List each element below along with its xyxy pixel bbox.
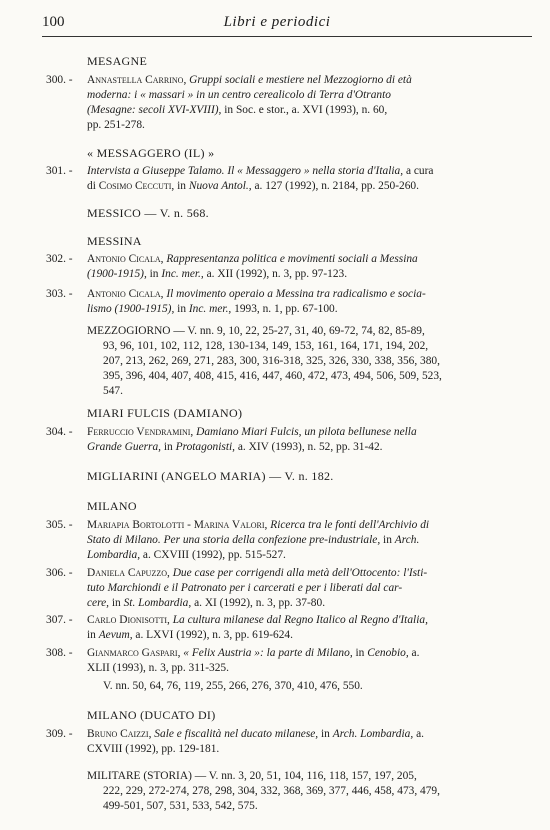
entry-source: CXVIII (1992), pp. 129-181.: [87, 743, 220, 755]
entry-title-cont: Stato di Milano. Per una storia della confezione pre-industriale,: [87, 534, 381, 546]
entry-title-cont: Grande Guerra,: [87, 441, 162, 453]
running-title: Libri e periodici: [223, 14, 331, 30]
entry-title-cont: lismo (1900-1915),: [87, 303, 175, 315]
crossref-line: MILITARE (STORIA) — V. nn. 3, 20, 51, 104, 116, 118, 157, 197, 205,: [87, 770, 417, 782]
entry-journal: Inc. mer.,: [188, 303, 232, 315]
entry-title-cont: cere,: [87, 597, 110, 609]
entry-title-cont: tuto Marchiondi e il Patronato per i carcerati e per i liberati dal car-: [87, 582, 403, 594]
section-heading-mesagne: MESAGNE: [87, 54, 148, 68]
entry-source: XLII (1993), n. 3, pp. 311-325.: [87, 662, 229, 674]
entry-author: Daniela Capuzzo,: [87, 567, 170, 579]
crossref-line: MEZZOGIORNO — V. nn. 9, 10, 22, 25-27, 31, 40, 69-72, 74, 82, 85-89,: [87, 325, 425, 337]
entry-journal: Protagonisti,: [175, 441, 235, 453]
entry-text: a.: [408, 647, 420, 659]
entry-author: Gianmarco Gaspari,: [87, 647, 181, 659]
entry-title: Rappresentanza politica e movimenti sociali a Messina: [166, 253, 418, 265]
entry-number: 306. -: [46, 567, 73, 579]
page-header: [42, 14, 532, 36]
crossref-line: 395, 396, 404, 407, 408, 415, 416, 447, 460, 472, 473, 494, 506, 509, 523,: [103, 370, 442, 382]
entry-number: 304. -: [46, 426, 73, 438]
entry-title: Sale e fiscalità nel ducato milanese,: [154, 728, 319, 740]
section-heading-milano-ducato: MILANO (DUCATO DI): [87, 708, 216, 722]
entry-text: in: [161, 441, 176, 453]
entry-source: a. 127 (1992), n. 2184, pp. 250-260.: [251, 180, 419, 192]
entry-text: in: [174, 180, 189, 192]
entry-number: 302. -: [46, 253, 73, 265]
entry-source: in Soc. e stor., a. XVI (1993), n. 60,: [221, 104, 388, 116]
entry-journal: Nuova Antol.,: [188, 180, 252, 192]
entry-source: a. XI (1992), n. 3, pp. 37-80.: [191, 597, 326, 609]
entry-title: « Felix Austria »: la parte di Milano,: [183, 647, 353, 659]
crossref-line: 222, 229, 272-274, 278, 298, 304, 332, 368, 369, 377, 446, 458, 473, 479,: [103, 785, 440, 797]
entry-journal: Aevum,: [98, 629, 133, 641]
entry-title-cont: (1900-1915),: [87, 268, 147, 280]
entry-number: 308. -: [46, 647, 73, 659]
header-rule: [42, 36, 532, 37]
entry-text: in: [146, 268, 162, 280]
entry-source: a. LXVI (1992), n. 3, pp. 619-624.: [132, 629, 293, 641]
entry-author: Annastella Carrino,: [87, 74, 187, 86]
entry-number: 305. -: [46, 519, 73, 531]
entry-text: in: [318, 728, 333, 740]
entry-journal: Arch.: [394, 534, 420, 546]
entry-journal: St. Lombardia,: [123, 597, 192, 609]
entry-text: in: [380, 534, 395, 546]
entry-text: a cura: [403, 165, 434, 177]
crossref-line: 499-501, 507, 531, 533, 542, 575.: [103, 800, 258, 812]
entry-source: 1993, n. 1, pp. 67-100.: [231, 303, 338, 315]
entry-title: Due case per corrigendi alla metà dell'Ottocento: l'Isti-: [172, 567, 428, 579]
entry-text: in: [352, 647, 368, 659]
entry-number: 309. -: [46, 728, 73, 740]
entry-title: La cultura milanese dal Regno Italico al Regno d'Italia,: [172, 614, 428, 626]
entry-text: in: [174, 303, 189, 315]
section-heading-messico: MESSICO — V. n. 568.: [87, 206, 209, 220]
section-heading-messaggero: « MESSAGGERO (IL) »: [87, 146, 215, 160]
section-heading-milano: MILANO: [87, 499, 137, 513]
entry-journal: Arch. Lombardia,: [332, 728, 414, 740]
entry-source: a. XIV (1993), n. 52, pp. 31-42.: [235, 441, 383, 453]
entry-title: Ricerca tra le fonti dell'Archivio di: [270, 519, 430, 531]
entry-title: Gruppi sociali e mestiere nel Mezzogiorno di età: [189, 74, 412, 86]
entry-text: a.: [413, 728, 424, 740]
entry-pages: pp. 251-278.: [87, 119, 145, 131]
crossref-line: 547.: [103, 385, 123, 397]
entry-journal: Inc. mer.,: [161, 268, 204, 280]
entry-title: Il movimento operaio a Messina tra radicalismo e socia-: [166, 288, 426, 300]
crossref-line: V. nn. 50, 64, 76, 119, 255, 266, 276, 370, 410, 476, 550.: [103, 680, 363, 692]
section-heading-migliarini: MIGLIARINI (ANGELO MARIA) — V. n. 182.: [87, 469, 334, 483]
entry-author: Bruno Caizzi,: [87, 728, 152, 740]
entry-text: in: [87, 629, 99, 641]
entry-title: Damiano Miari Fulcis, un pilota bellunese nella: [196, 426, 417, 438]
entry-source: a. CXVIII (1992), pp. 515-527.: [140, 549, 286, 561]
section-heading-messina: MESSINA: [87, 234, 142, 248]
entry-title: Intervista a Giuseppe Talamo. Il « Messaggero » nella storia d'Italia,: [87, 165, 404, 177]
entry-author: Antonio Cicala,: [87, 253, 164, 265]
entry-text: in: [109, 597, 124, 609]
entry-author: Antonio Cicala,: [87, 288, 164, 300]
entry-source: a. XII (1992), n. 3, pp. 97-123.: [203, 268, 348, 280]
entry-journal: Cenobio,: [367, 647, 409, 659]
entry-title-cont: moderna: i « massari » in un centro cerealicolo di Terra d'Otranto: [87, 89, 391, 101]
entry-author: Mariapia Bortolotti - Marina Valori,: [87, 519, 268, 531]
crossref-line: 93, 96, 101, 102, 112, 128, 130-134, 149, 153, 161, 164, 171, 194, 202,: [103, 340, 429, 352]
entry-number: 307. -: [46, 614, 73, 626]
entry-author: Carlo Dionisotti,: [87, 614, 170, 626]
entry-author: Ferruccio Vendramini,: [87, 426, 194, 438]
section-heading-miari: MIARI FULCIS (DAMIANO): [87, 406, 243, 420]
entry-number: 301. -: [46, 165, 73, 177]
entry-number: 300. -: [46, 74, 73, 86]
crossref-line: 207, 213, 262, 269, 271, 283, 300, 316-318, 325, 326, 330, 338, 356, 380,: [103, 355, 440, 367]
entry-title-cont: (Mesagne: secoli XVI-XVIII),: [87, 104, 222, 116]
entry-text: di: [87, 180, 99, 192]
page-number: 100: [42, 14, 65, 30]
entry-editor: Cosimo Ceccuti,: [98, 180, 175, 192]
entry-number: 303. -: [46, 288, 73, 300]
entry-journal: Lombardia,: [87, 549, 141, 561]
